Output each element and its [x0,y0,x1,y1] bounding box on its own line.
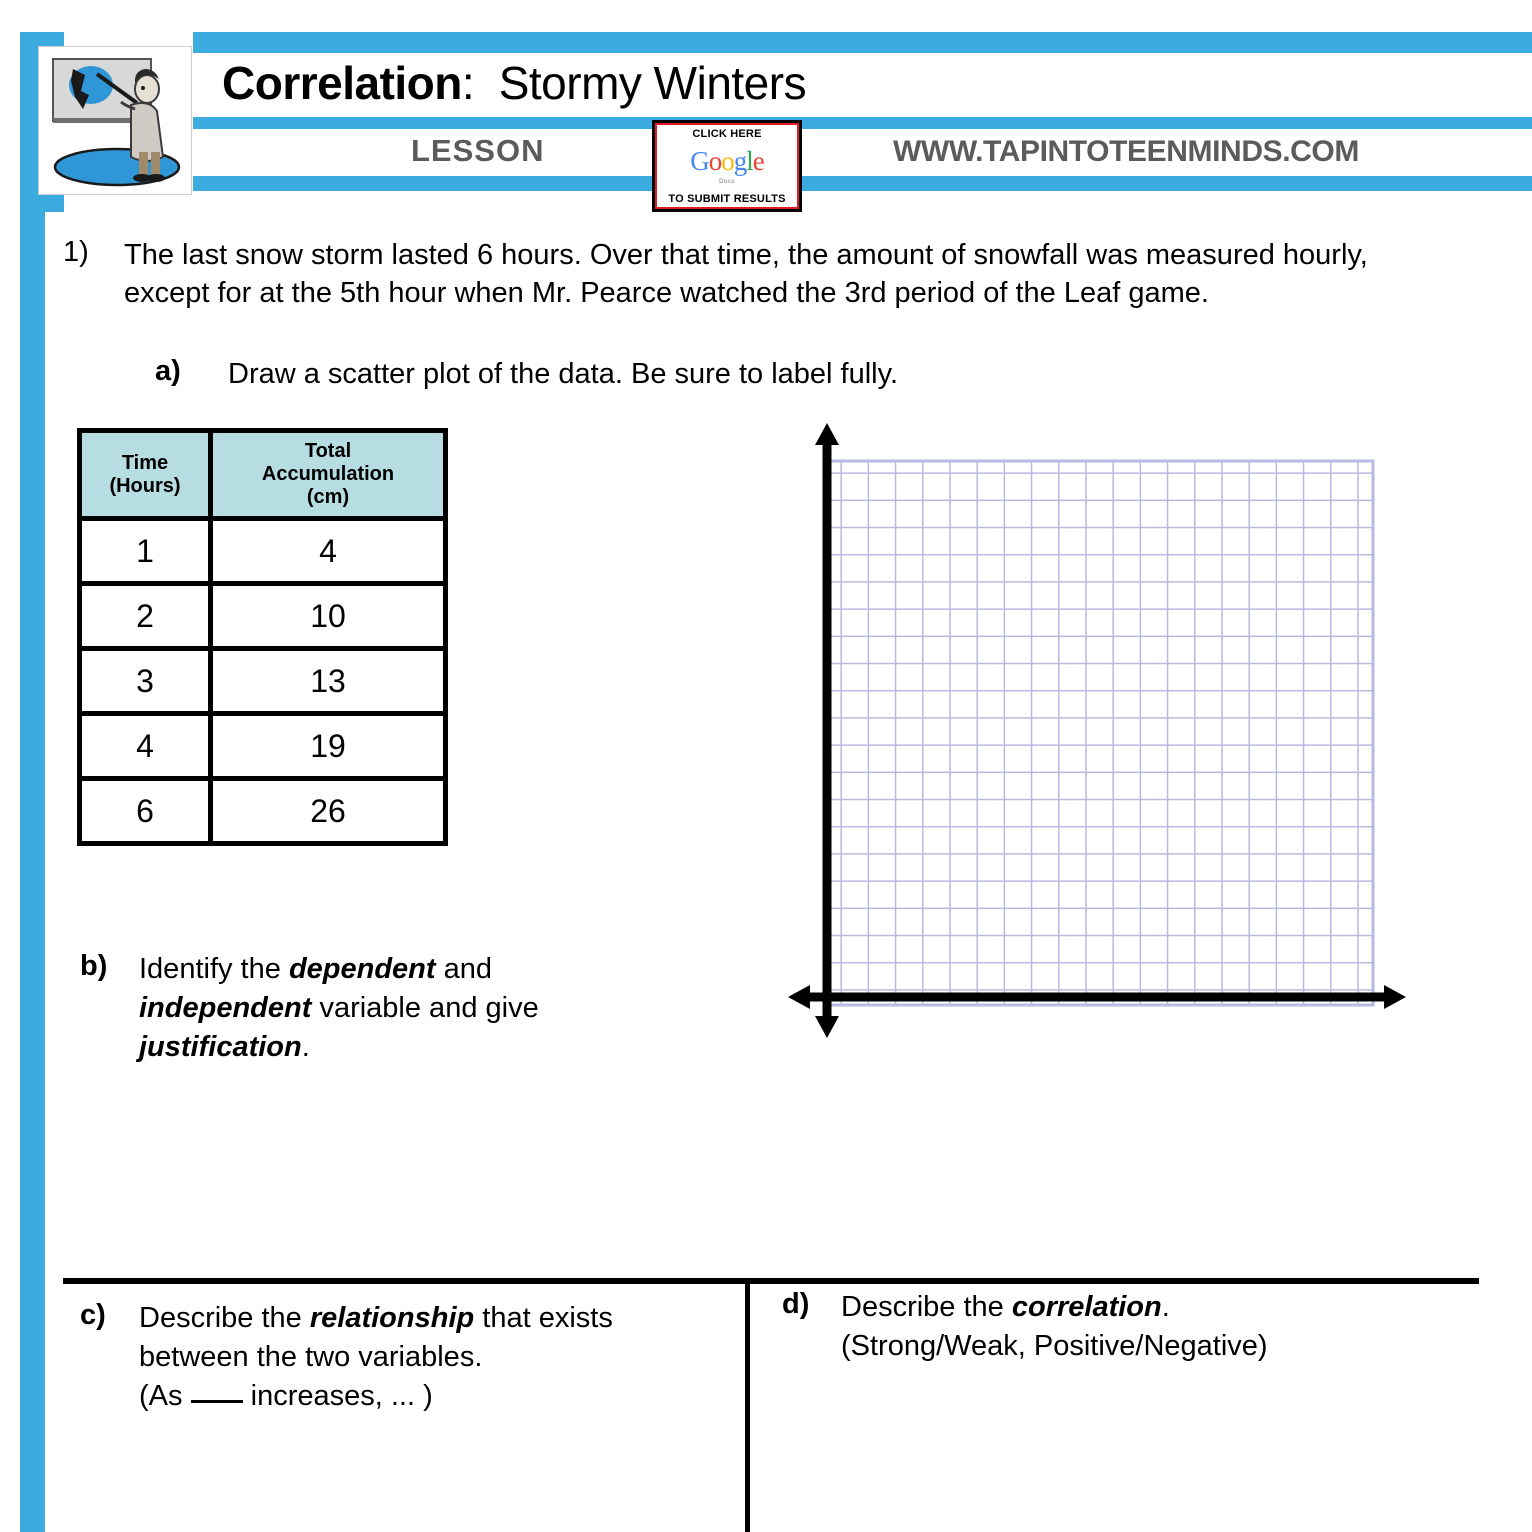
cell-time: 1 [80,519,211,584]
column-header-accumulation: Total Accumulation (cm) [211,431,446,519]
header-accent-bar-top [193,32,1532,53]
google-docs-submit-badge[interactable] [652,120,802,212]
cell-accumulation: 19 [211,714,446,779]
header-accent-bar-middle [193,117,1532,129]
google-logo: Google [690,146,764,176]
lesson-label: LESSON [411,133,545,168]
cell-accumulation: 13 [211,649,446,714]
sidebar-accent-strip [20,200,45,1532]
cell-time: 6 [80,779,211,844]
cell-accumulation: 4 [211,519,446,584]
table-header-row [80,431,446,519]
question-number: 1) [63,236,89,268]
page-title [222,52,806,114]
badge-top-label: CLICK HERE [692,128,762,140]
part-d-label: d) [782,1288,810,1320]
badge-bottom-label: TO SUBMIT RESULTS [668,193,786,205]
table-row [80,779,446,844]
header-accent-bar-bottom [193,176,1532,191]
table-row [80,584,446,649]
part-a-label: a) [155,355,181,387]
page-title-colon: : [461,57,475,109]
page-title-rest: Stormy Winters [498,57,807,109]
question-prompt: The last snow storm lasted 6 hours. Over that time, the amount of snowfall was measured hourly, except for at the 5th hour when Mr. Pearce watched the 3rd period of the Leaf game. [124,239,1368,309]
table-row [80,649,446,714]
fill-in-blank[interactable] [191,1400,243,1403]
cell-accumulation: 26 [211,779,446,844]
part-b-label: b) [80,950,108,982]
site-url-label: WWW.TAPINTOTEENMINDS.COM [893,135,1359,168]
table-row [80,519,446,584]
part-a-text: Draw a scatter plot of the data. Be sure to label fully. [228,358,899,390]
cell-time: 2 [80,584,211,649]
cell-time: 3 [80,649,211,714]
google-logo-sublabel: Docs [719,179,735,185]
snowfall-data-table [77,428,448,846]
blank-scatter-plot-grid[interactable] [786,418,1411,1043]
part-c-text: Describe the relationship that exists between the two variables. (As increases, ... ) [139,1302,613,1412]
bottom-section-divider [63,1278,1479,1284]
part-c-label: c) [80,1299,106,1331]
part-d-text: Describe the correlation. (Strong/Weak, Positive/Negative) [841,1291,1268,1362]
column-header-time: Time (Hours) [80,431,211,519]
teacher-presenting-icon [38,46,192,195]
part-b-text: Identify the dependent and independent variable and give justification. [139,953,539,1063]
cell-time: 4 [80,714,211,779]
table-row [80,714,446,779]
cell-accumulation: 10 [211,584,446,649]
bottom-column-divider [745,1284,750,1532]
page-title-bold: Correlation [222,57,462,109]
